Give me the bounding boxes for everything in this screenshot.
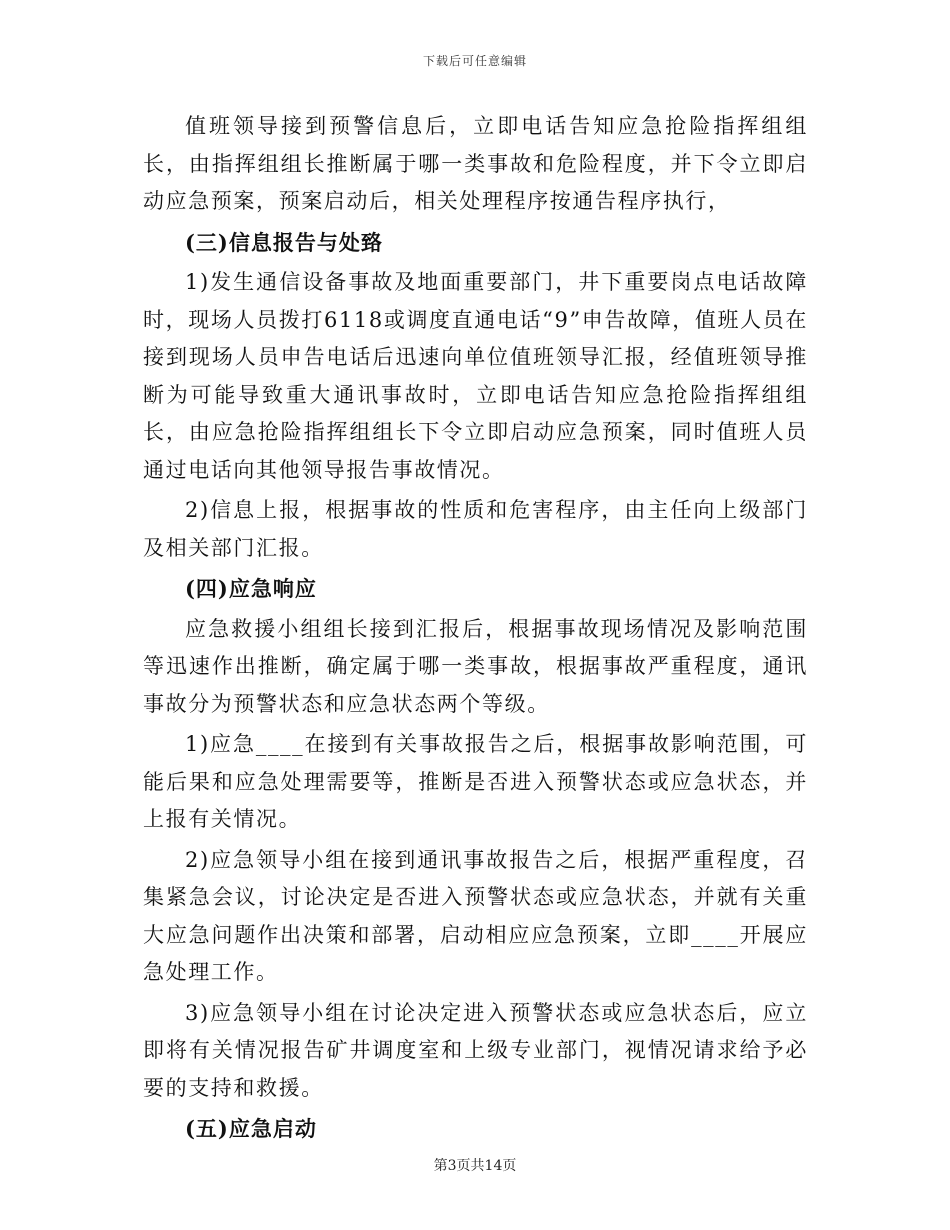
paragraph-2: 1)发生通信设备事故及地面重要部门，井下重要岗点电话故障时，现场人员拨打6118或调度直通电话“9”申告故障，值班人员在接到现场人员申告电话后迅速向单位值班领导汇报，经值班领导推断为可能导致重大通讯事故时，立即电话告知应急抢险指挥组组长，由应急抢险指挥组组长下令立即启动应急预案，同时值班人员通过电话向其他领导报告事故情况。 — [143, 270, 808, 482]
page-number: 第3页共14页 — [433, 1158, 517, 1174]
paragraph-4: 应急救援小组组长接到汇报后，根据事故现场情况及影响范围等迅速作出推断，确定属于哪一类事故，根据事故严重程度，通讯事故分为预警状态和应急状态两个等级。 — [143, 616, 808, 716]
section-heading-4: (四)应急响应 — [185, 576, 317, 601]
section-heading-3: (三)信息报告与处臵 — [185, 229, 383, 255]
section-heading-5: (五)应急启动 — [185, 1116, 317, 1141]
paragraph-1: 值班领导接到预警信息后，立即电话告知应急抢险指挥组组长，由指挥组组长推断属于哪一类事故和危险程度，并下令立即启动应急预案，预案启动后，相关处理程序按通告程序执行， — [143, 114, 808, 213]
header-note: 下载后可任意编辑 — [422, 54, 527, 68]
document-body — [143, 108, 808, 1148]
paragraph-5: 1)应急____在接到有关事故报告之后，根据事故影响范围，可能后果和应急处理需要等，推断是否进入预警状态或应急状态，并上报有关情况。 — [143, 732, 808, 831]
paragraph-6: 2)应急领导小组在接到通讯事故报告之后，根据严重程度，召集紧急会议，讨论决定是否进入预警状态或应急状态，并就有关重大应急问题作出决策和部署，启动相应应急预案，立即____开展应急处理工作。 — [143, 847, 808, 984]
paragraph-3: 2)信息上报，根据事故的性质和危害程序，由主任向上级部门及相关部门汇报。 — [143, 498, 808, 560]
paragraph-7: 3)应急领导小组在讨论决定进入预警状态或应急状态后，应立即将有关情况报告矿井调度室和上级专业部门，视情况请求给予必要的支持和救援。 — [143, 1000, 808, 1100]
